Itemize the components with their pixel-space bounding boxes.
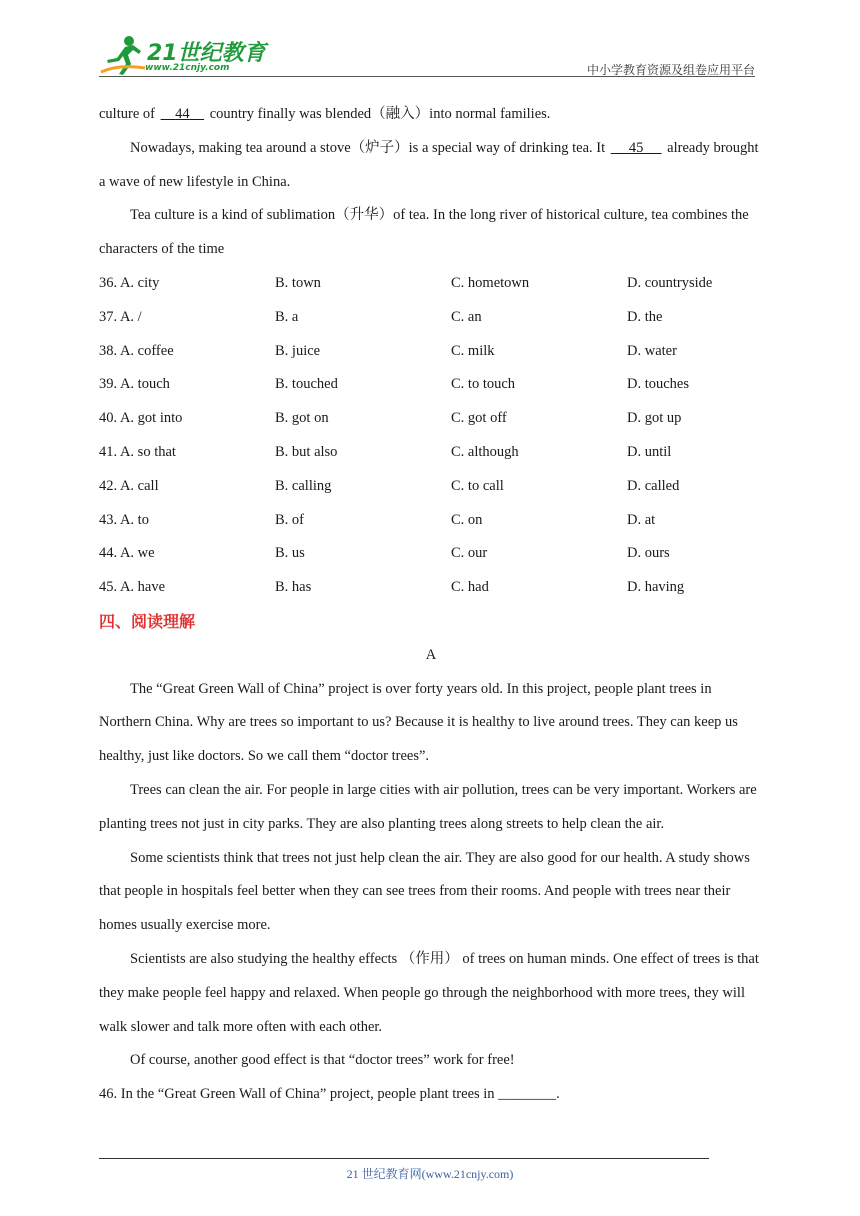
page-header (99, 28, 755, 78)
passage-paragraph-45: Nowadays, making tea around a stove（炉子）is a special way of drinking tea. It 45 already brought a wave of new lifestyle in China. (99, 139, 759, 190)
option-row: 42. A. call B. calling C. to call D. called (99, 477, 680, 494)
document-body (99, 98, 763, 1112)
question-46: 46. In the “Great Green Wall of China” project, people plant trees in ________. (99, 1086, 560, 1103)
logo-text: 21世纪教育 (147, 41, 266, 66)
logo (99, 34, 269, 76)
runner-logo-icon (99, 34, 147, 76)
reading-paragraph: Some scientists think that trees not just help clean the air. They are also good for our health. A study shows that people in hospitals feel better when they can see trees from their rooms. And people with trees near their homes usually exercise more. (99, 849, 750, 934)
passage-label: A (425, 646, 437, 663)
option-row: 38. A. coffee B. juice C. milk D. water (99, 342, 677, 359)
footer-divider (99, 1158, 709, 1159)
reading-paragraph: Trees can clean the air. For people in large cities with air pollution, trees can be very important. Workers are planting trees not just in city parks. They are also planting trees along streets to help clean the air. (99, 781, 757, 832)
option-row: 36. A. city B. town C. hometown D. countryside (99, 274, 713, 291)
option-row: 40. A. got into B. got on C. got off D. got up (99, 410, 682, 427)
header-divider (99, 76, 755, 77)
section-title-reading: 四、阅读理解 (99, 611, 196, 631)
passage-paragraph-tea-culture: Tea culture is a kind of sublimation（升华）of tea. In the long river of historical culture, tea combines the characters of the time (99, 207, 749, 258)
option-row: 44. A. we B. us C. our D. ours (99, 545, 670, 562)
options-list (99, 267, 763, 605)
option-row: 41. A. so that B. but also C. although D. until (99, 443, 672, 460)
blank-44: 44 (175, 106, 190, 122)
reading-paragraph: Scientists are also studying the healthy effects （作用） of trees on human minds. One effect of trees is that they make people feel happy and relaxed. When people go through the neighborhood with more trees, they will walk slower and talk more often with each other. (99, 950, 759, 1035)
option-row: 37. A. / B. a C. an D. the (99, 308, 663, 325)
reading-paragraph: Of course, another good effect is that “doctor trees” work for free! (130, 1052, 515, 1069)
platform-label: 中小学教育资源及组卷应用平台 (586, 63, 755, 77)
blank-45: 45 (628, 139, 644, 156)
passage-line-44: culture of 44 country finally was blended（融入）into normal families. (99, 106, 551, 122)
option-row: 45. A. have B. has C. had D. having (99, 579, 685, 596)
logo-url: www.21cnjy.com (145, 63, 230, 73)
option-row: 43. A. to B. of C. on D. at (99, 511, 656, 528)
reading-paragraph: The “Great Green Wall of China” project is over forty years old. In this project, people plant trees in Northern China. Why are trees so important to us? Because it is healthy to live around trees. They can keep us healthy, just like doctors. So we call them “doctor trees”. (99, 680, 738, 765)
page-footer: 21 世纪教育网(www.21cnjy.com) (346, 1167, 514, 1181)
option-row: 39. A. touch B. touched C. to touch D. touches (99, 376, 690, 393)
